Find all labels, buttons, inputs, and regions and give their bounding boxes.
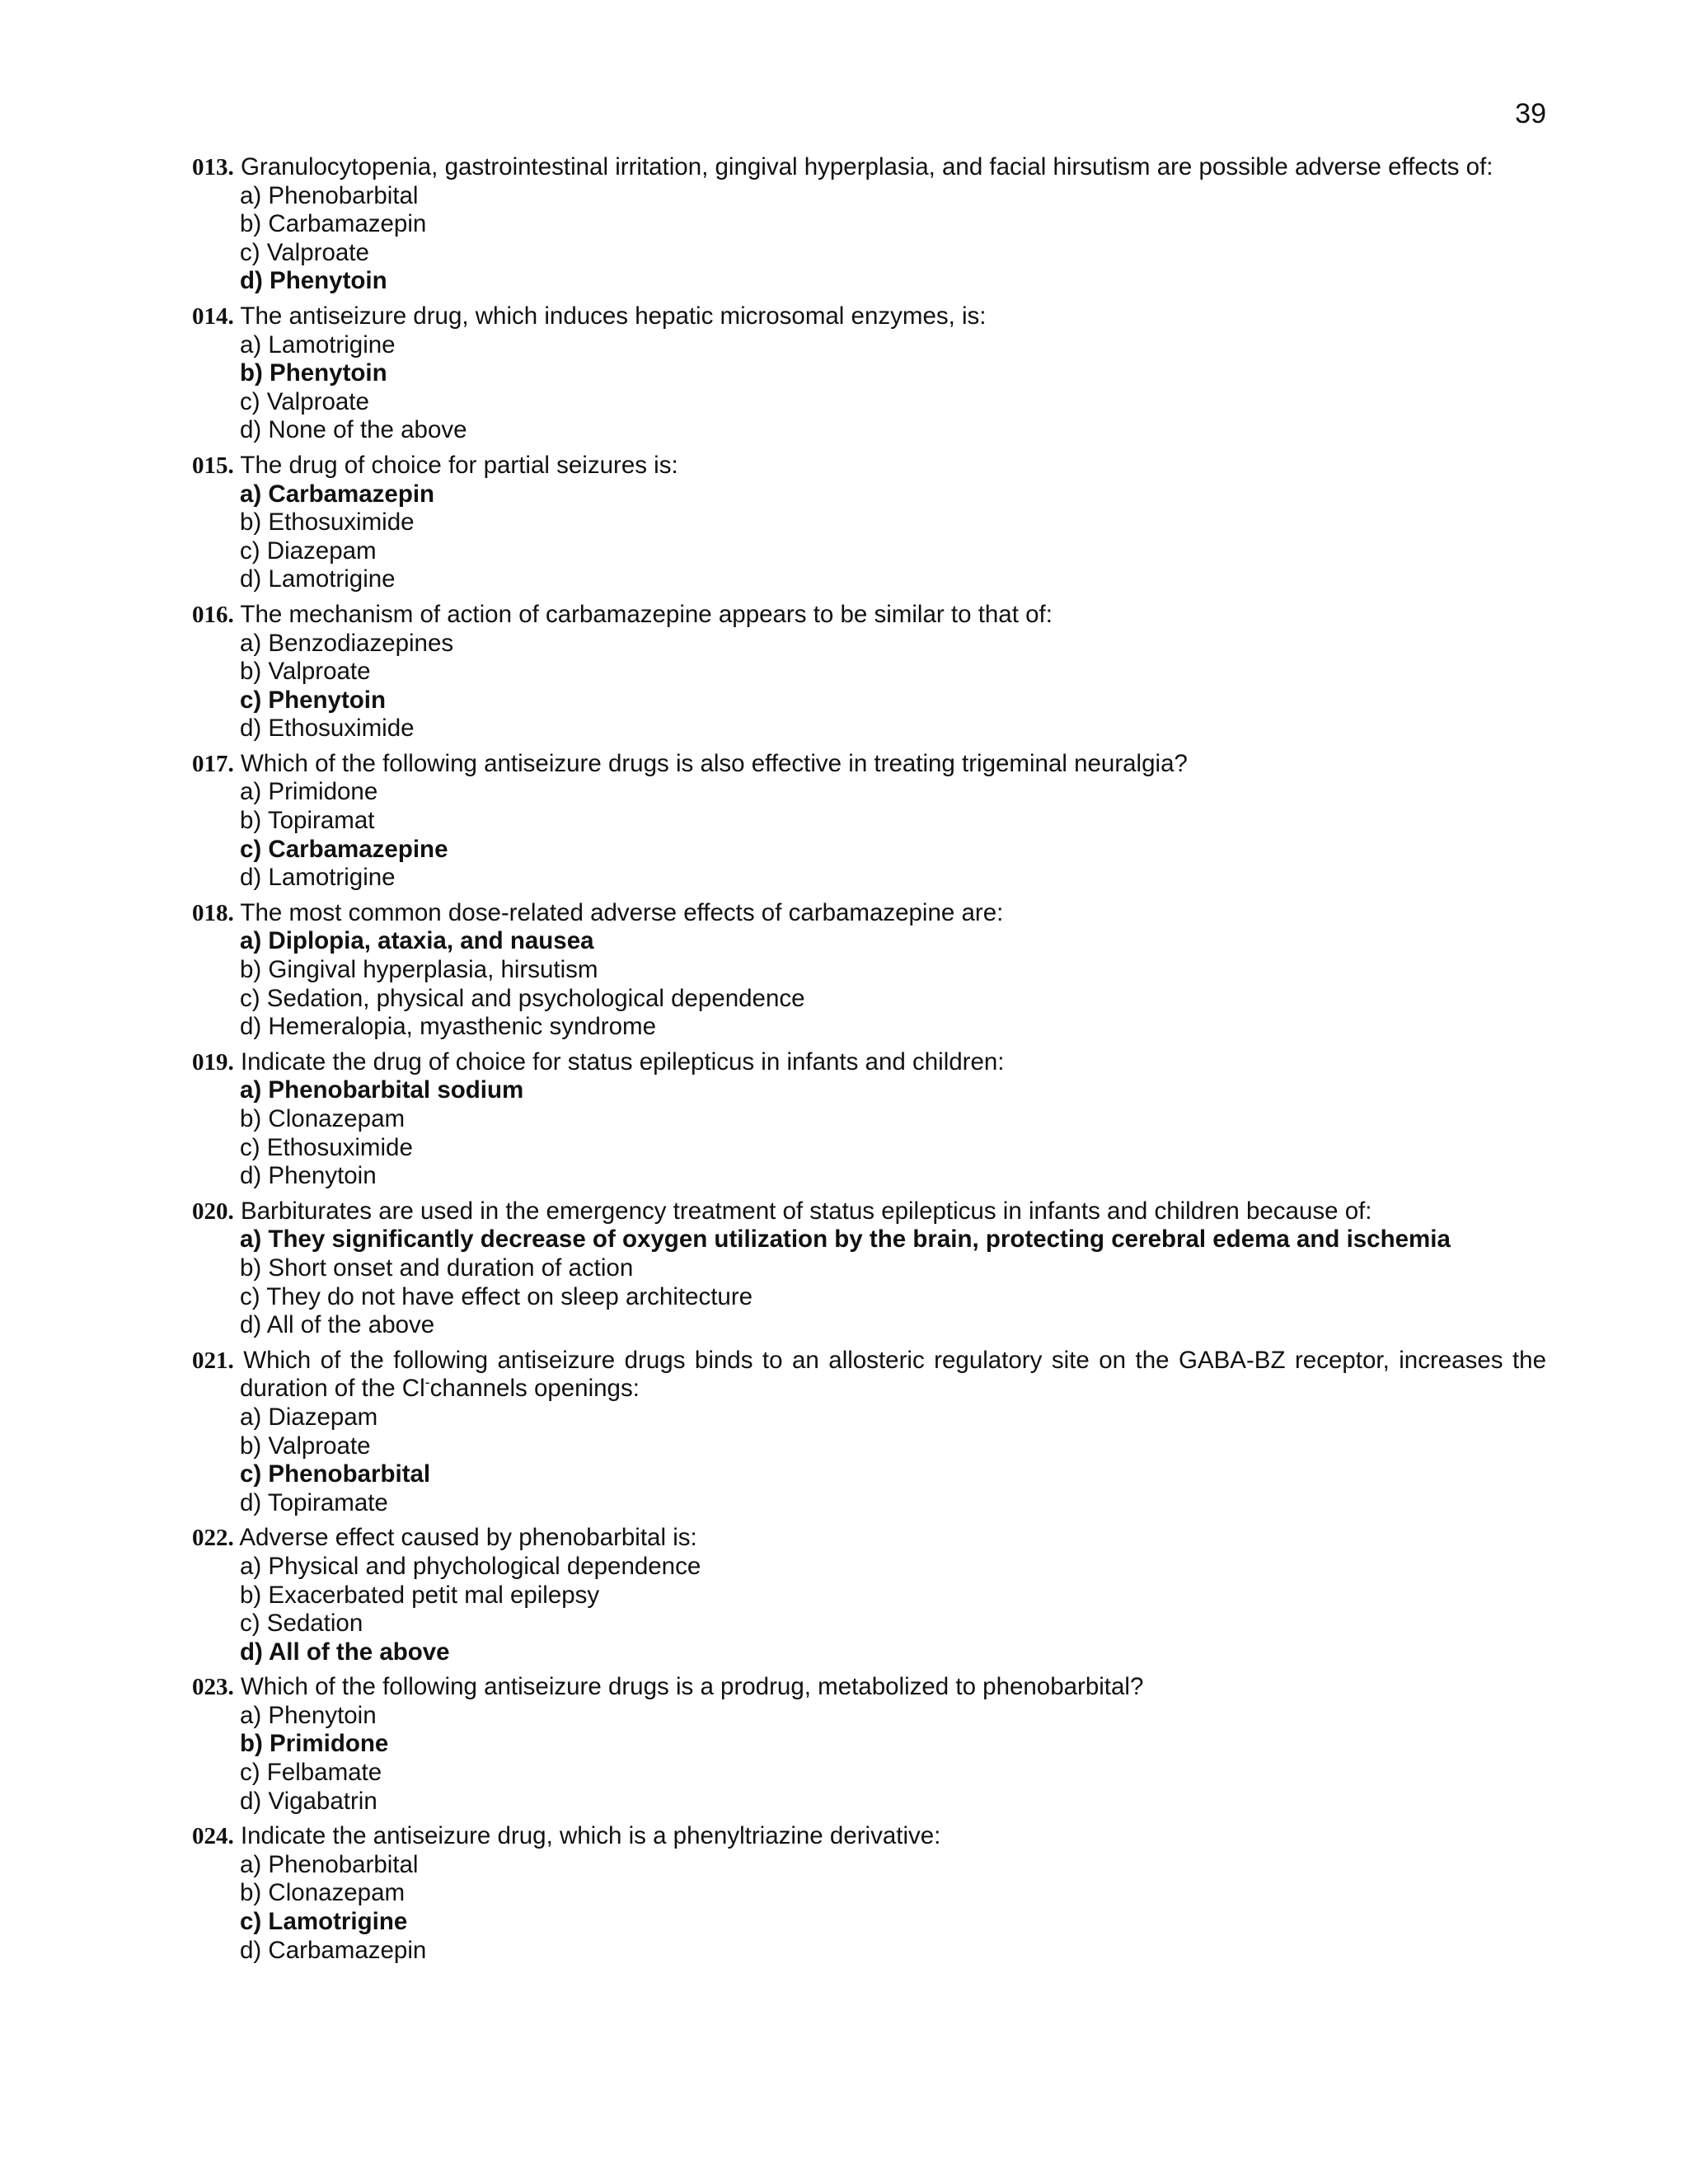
answer-option-correct: b) Primidone — [240, 1730, 389, 1758]
answer-option: b) Valproate — [240, 1432, 371, 1460]
answer-option: c) They do not have effect on sleep architecture — [240, 1282, 753, 1310]
answer-option: d) Lamotrigine — [240, 864, 396, 892]
answer-option: d) Carbamazepin — [240, 1936, 427, 1964]
answer-option: c) Valproate — [240, 238, 369, 266]
question-number: 014. — [192, 302, 234, 330]
question-stem — [192, 452, 1546, 480]
answer-option: c) Sedation — [240, 1610, 363, 1638]
answer-option: a) Phenytoin — [240, 1701, 377, 1729]
answer-option: b) Clonazepam — [240, 1879, 406, 1907]
answer-option: c) Valproate — [240, 387, 369, 415]
answer-option: a) Lamotrigine — [240, 330, 396, 359]
answer-option: d) All of the above — [240, 1311, 435, 1339]
question-number: 016. — [192, 601, 234, 628]
question-text-continued: channels openings: — [429, 1375, 640, 1403]
question-stem — [192, 899, 1546, 928]
question-text: Granulocytopenia, gastrointestinal irritation, gingival hyperplasia, and facial hirsutism are possible adverse effects of: — [240, 153, 1493, 180]
question-number: 018. — [192, 899, 234, 926]
question-number: 024. — [192, 1823, 234, 1850]
question-3 — [192, 452, 1546, 594]
question-stem — [192, 1347, 1546, 1404]
question-text: Which of the following antiseizure drugs binds to an allosteric regulatory site on the GABA-BZ receptor, increases the duration of the Cl — [240, 1346, 1546, 1403]
question-1 — [192, 153, 1546, 296]
answer-options — [192, 1553, 1546, 1666]
answer-options — [192, 480, 1546, 594]
question-stem — [192, 1197, 1546, 1226]
answer-option-correct: a) Diplopia, ataxia, and nausea — [240, 927, 594, 955]
answer-option: b) Exacerbated petit mal epilepsy — [240, 1581, 600, 1609]
question-text: The mechanism of action of carbamazepine appears to be similar to that of: — [240, 600, 1053, 628]
answer-option: d) Ethosuximide — [240, 715, 415, 743]
question-text: Which of the following antiseizure drugs is also effective in treating trigeminal neuralgia? — [240, 749, 1188, 777]
answer-option-correct: d) All of the above — [240, 1638, 450, 1666]
answer-option: a) Phenobarbital — [240, 181, 419, 209]
question-stem — [192, 153, 1546, 182]
question-text: Indicate the drug of choice for status epilepticus in infants and children: — [240, 1047, 1005, 1076]
answer-option-correct: c) Phenobarbital — [240, 1460, 431, 1488]
answer-option: a) Diazepam — [240, 1403, 378, 1431]
page-number: 39 — [1515, 98, 1546, 129]
answer-option: d) Phenytoin — [240, 1162, 377, 1190]
answer-option: a) Phenobarbital — [240, 1850, 419, 1878]
question-list — [192, 153, 1546, 1971]
question-7 — [192, 1048, 1546, 1191]
question-stem — [192, 601, 1546, 630]
answer-option: b) Short onset and duration of action — [240, 1254, 634, 1282]
question-number: 021. — [192, 1347, 234, 1374]
answer-option: a) Benzodiazepines — [240, 629, 454, 657]
answer-option: b) Gingival hyperplasia, hirsutism — [240, 956, 598, 984]
question-2 — [192, 302, 1546, 445]
answer-option: b) Ethosuximide — [240, 509, 415, 537]
question-number: 022. — [192, 1525, 234, 1552]
question-5 — [192, 750, 1546, 893]
question-stem — [192, 1048, 1546, 1077]
answer-options — [192, 182, 1546, 296]
question-number: 019. — [192, 1048, 234, 1076]
question-10 — [192, 1524, 1546, 1666]
answer-options — [192, 1702, 1546, 1816]
question-stem — [192, 1822, 1546, 1851]
question-6 — [192, 899, 1546, 1042]
question-11 — [192, 1673, 1546, 1816]
question-text: Indicate the antiseizure drug, which is a phenyltriazine derivative: — [240, 1822, 941, 1850]
answer-options — [192, 927, 1546, 1041]
answer-option-correct: c) Carbamazepine — [240, 835, 448, 863]
answer-option: d) Hemeralopia, myasthenic syndrome — [240, 1013, 656, 1041]
answer-options — [192, 1076, 1546, 1190]
question-text: The drug of choice for partial seizures is: — [240, 451, 678, 479]
answer-option: d) Lamotrigine — [240, 565, 396, 593]
answer-option-correct: c) Lamotrigine — [240, 1908, 408, 1936]
question-8 — [192, 1197, 1546, 1340]
answer-options — [192, 1851, 1546, 1965]
answer-option: b) Topiramat — [240, 807, 375, 835]
answer-option: a) Primidone — [240, 778, 378, 806]
answer-options — [192, 630, 1546, 743]
question-12 — [192, 1822, 1546, 1965]
question-4 — [192, 601, 1546, 743]
question-number: 023. — [192, 1674, 234, 1701]
question-text: Barbiturates are used in the emergency treatment of status epilepticus in infants and children because of: — [240, 1197, 1372, 1225]
question-text: The antiseizure drug, which induces hepatic microsomal enzymes, is: — [240, 302, 987, 330]
question-number: 017. — [192, 750, 234, 777]
answer-option: b) Clonazepam — [240, 1105, 406, 1132]
answer-option: d) Topiramate — [240, 1488, 388, 1516]
superscript-charge: - — [424, 1374, 430, 1391]
answer-options — [192, 331, 1546, 445]
question-text: The most common dose-related adverse effects of carbamazepine are: — [240, 898, 1004, 926]
question-stem — [192, 1524, 1546, 1553]
answer-option: a) Physical and phychological dependence — [240, 1552, 701, 1580]
answer-option: c) Felbamate — [240, 1759, 382, 1787]
answer-option-correct: b) Phenytoin — [240, 359, 387, 387]
question-9 — [192, 1347, 1546, 1518]
answer-options — [192, 1226, 1546, 1339]
answer-option-correct: c) Phenytoin — [240, 686, 387, 714]
answer-option: c) Sedation, physical and psychological dependence — [240, 984, 805, 1012]
question-stem — [192, 302, 1546, 331]
question-text: Which of the following antiseizure drugs is a prodrug, metabolized to phenobarbital? — [240, 1673, 1144, 1701]
question-stem — [192, 1673, 1546, 1702]
answer-option: c) Diazepam — [240, 537, 377, 565]
answer-option: d) Vigabatrin — [240, 1787, 377, 1815]
answer-option-correct: a) Carbamazepin — [240, 480, 435, 508]
answer-options — [192, 1404, 1546, 1517]
question-number: 013. — [192, 154, 234, 180]
answer-option: d) None of the above — [240, 416, 467, 444]
answer-options — [192, 778, 1546, 892]
answer-option: b) Carbamazepin — [240, 210, 427, 238]
question-number: 015. — [192, 452, 234, 479]
question-text: Adverse effect caused by phenobarbital is: — [239, 1524, 697, 1552]
answer-option-correct: a) They significantly decrease of oxygen utilization by the brain, protecting cerebral edema and ischemia — [240, 1226, 1451, 1254]
question-number: 020. — [192, 1197, 234, 1225]
answer-option: b) Valproate — [240, 658, 371, 686]
answer-option: c) Ethosuximide — [240, 1133, 413, 1161]
answer-option-correct: d) Phenytoin — [240, 267, 387, 295]
answer-option-correct: a) Phenobarbital sodium — [240, 1076, 524, 1104]
question-stem — [192, 750, 1546, 779]
